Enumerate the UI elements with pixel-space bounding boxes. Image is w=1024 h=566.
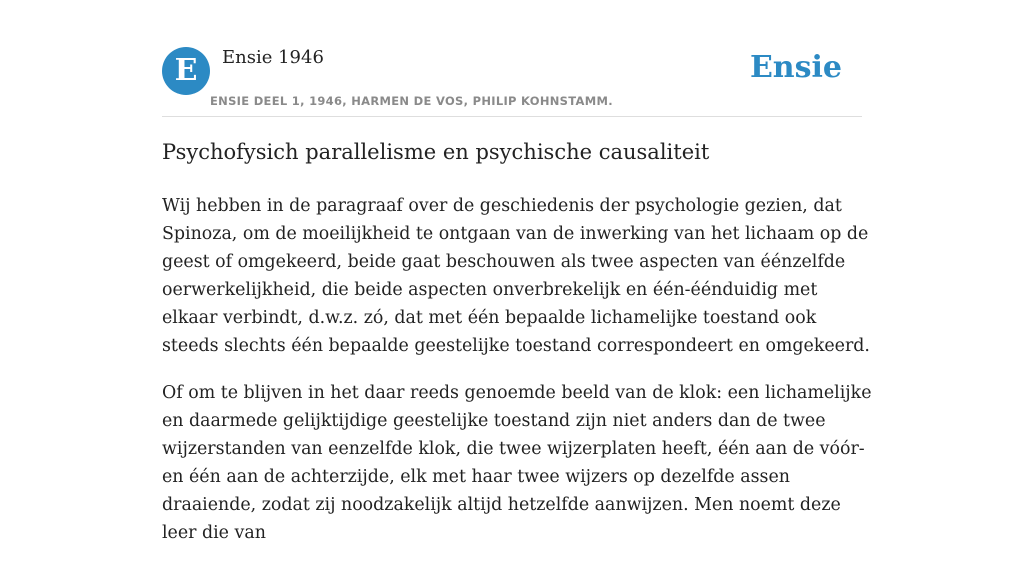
brand-logo[interactable]: Ensie (749, 50, 842, 85)
ensie-logo-icon[interactable]: E (162, 47, 210, 95)
paragraph: Wij hebben in de paragraaf over de geschiedenis der psychologie gezien, dat Spinoza, om de moeilijkheid te ontgaan van de inwerking van het lichaam op de geest of omgekeerd, beide gaat beschouwen als twee aspecten van éénzelfde oerwerkelijkheid, die beide aspecten onverbrekelijk en één-éénduidig met elkaar verbindt, d.w.z. zó, dat met één bepaalde lichamelijke toestand ook steeds slechts één bepaalde geestelijke toestand correspondeert en omgekeerd. (162, 196, 870, 356)
source-meta: ENSIE DEEL 1, 1946, HARMEN DE VOS, PHILIP KOHNSTAMM. (210, 94, 613, 108)
source-header (162, 44, 862, 117)
article-body (162, 192, 872, 566)
paragraph: Of om te blijven in het daar reeds genoemde beeld van de klok: een lichamelijke en daarmede gelijktijdige geestelijke toestand zijn niet anders dan de twee wijzerstanden van eenzelfde klok, die twee wijzerplaten heeft, één aan de vóór- en één aan de achterzijde, elk met haar twee wijzers op dezelfde assen draaiende, zodat zij noodzakelijk altijd hetzelfde aanwijzen. Men noemt deze leer die van (162, 383, 872, 543)
source-title[interactable]: Ensie 1946 (222, 47, 324, 68)
article-title: Psychofysich parallelisme en psychische causaliteit (162, 140, 710, 164)
